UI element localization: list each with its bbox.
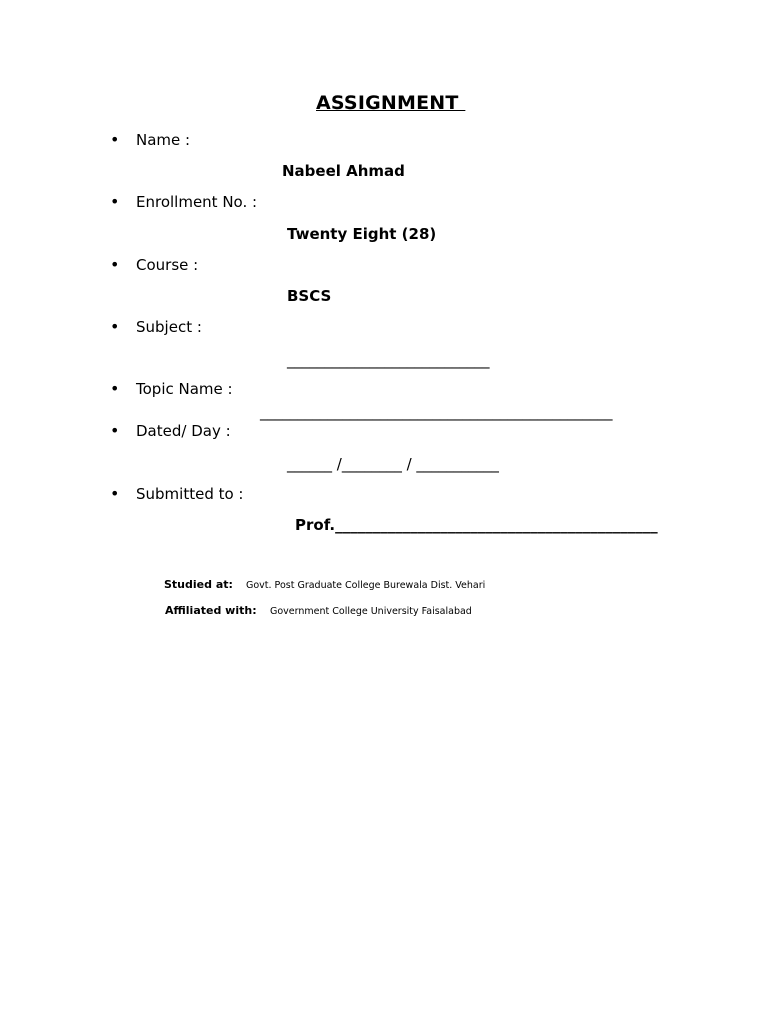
field-blank-topic: _______________________________________________ [260,403,613,421]
field-value-submitted: Prof.___________________________________________ [295,516,658,534]
field-label-subject: Subject : [136,318,202,336]
bullet-icon: • [110,130,120,149]
field-blank-subject: ___________________________ [287,351,490,369]
footer-studied-value: Govt. Post Graduate College Burewala Dist. Vehari [246,580,486,591]
bullet-icon: • [110,255,120,274]
field-label-submitted: Submitted to : [136,485,244,503]
footer-affiliated-value: Government College University Faisalabad [270,606,472,617]
bullet-icon: • [110,421,120,440]
field-label-course: Course : [136,256,199,274]
bullet-icon: • [110,379,120,398]
footer-affiliated-label: Affiliated with: [165,604,257,617]
field-label-topic: Topic Name : [136,380,233,398]
field-blank-date: ______ /________ / ___________ [287,455,499,473]
bullet-icon: • [110,317,120,336]
field-label-enrollment: Enrollment No. : [136,193,258,211]
field-value-enrollment: Twenty Eight (28) [287,225,437,243]
field-label-date: Dated/ Day : [136,422,231,440]
field-label-name: Name : [136,131,191,149]
field-value-course: BSCS [287,287,332,305]
field-value-name: Nabeel Ahmad [282,162,405,180]
footer-studied-label: Studied at: [164,578,233,591]
bullet-icon: • [110,484,120,503]
document-title: ASSIGNMENT [316,92,466,114]
bullet-icon: • [110,192,120,211]
